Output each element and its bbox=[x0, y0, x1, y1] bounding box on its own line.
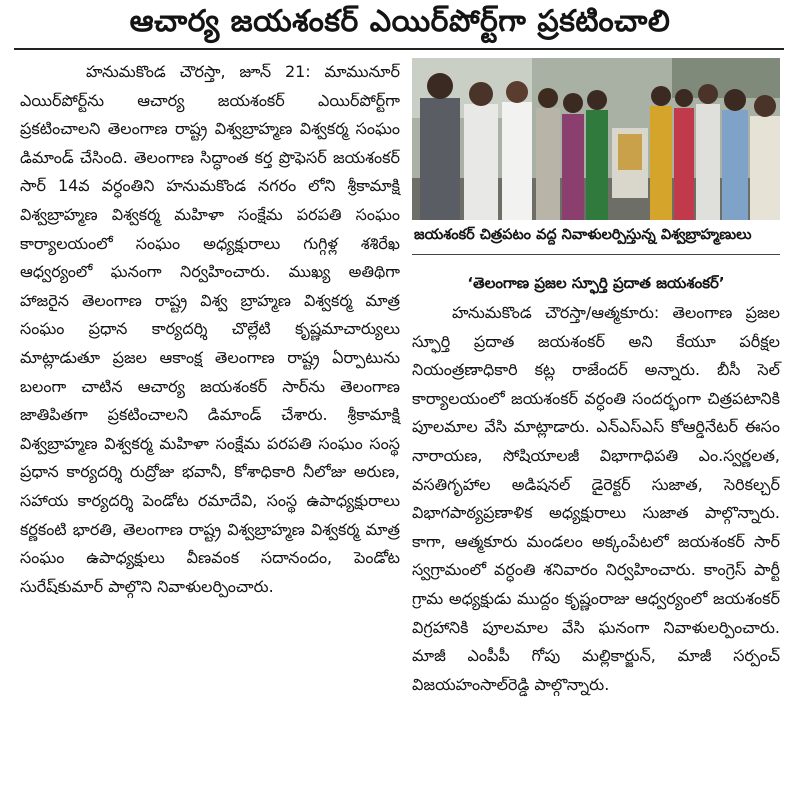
right-column bbox=[412, 58, 780, 699]
news-photo bbox=[412, 58, 780, 220]
headline-rule bbox=[14, 48, 784, 50]
sidebar-article-column bbox=[412, 299, 780, 699]
main-article-body: హనుమకొండ చౌరస్తా, జూన్ 21: మామునూర్ ఎయిర్‌పోర్ట్‌ను ఆచార్య జయశంకర్ ఎయిర్‌పోర్ట్‌గా ప్రకటించాలని తెలంగాణ రాష్ట్ర విశ్వబ్రాహ్మణ విశ్వకర్మ సంఘం డిమాండ్ చేసింది. తెలంగాణ సిద్ధాంత కర్త ప్రొఫెసర్ జయశంకర్ సార్ 14వ వర్ధంతిని హనుమకొండ నగరం లోని శ్రీకామాక్షి విశ్వబ్రాహ్మణ విశ్వకర్మ మహిళా సంక్షేమ పరపతి సంఘం కార్యాలయంలో సంఘం అధ్యక్షురాలు గుగ్గిళ్ల శశిరేఖ ఆధ్వర్యంలో ఘనంగా నిర్వహించారు. ముఖ్య అతిథిగా హాజరైన తెలంగాణ రాష్ట్ర విశ్వ బ్రాహ్మణ విశ్వకర్మ మాత్ర సంఘం ప్రధాన కార్యదర్శి చొల్లేటి కృష్ణమాచార్యులు మాట్లాడుతూ ప్రజల ఆకాంక్ష తెలంగాణ రాష్ట్ర ఏర్పాటును బలంగా చాటిన ఆచార్య జయశంకర్ సార్‌ను తెలంగాణ జాతిపితగా ప్రకటించాలని డిమాండ్ చేశారు. శ్రీకామాక్షి విశ్వబ్రాహ్మణ విశ్వకర్మ మహిళా సంక్షేమ పరపతి సంఘం సంస్థ ప్రధాన కార్యదర్శి రుద్రోజు భవానీ, కోశాధికారి నీలోజు అరుణ, సహాయ కార్యదర్శి పెండోట రమాదేవి, సంస్థ ఉపాధ్యక్షురాలు కర్ణకంటి భారతి, తెలంగాణ రాష్ట్ర విశ్వబ్రాహ్మణ విశ్వకర్మ మాత్ర సంఘం ఉపాధ్యక్షులు వీణవంక సదానందం, పెండోట సురేష్‌కుమార్ పాల్గొని నివాళులర్పించారు. bbox=[20, 62, 400, 596]
group-photo-illustration bbox=[412, 58, 780, 220]
sidebar-headline: ‘తెలంగాణ ప్రజల స్ఫూర్తి ప్రదాత జయశంకర్’ bbox=[467, 274, 725, 292]
caption-rule bbox=[412, 254, 780, 255]
sidebar-article-body: హనుమకొండ చౌరస్తా/ఆత్మకూరు: తెలంగాణ ప్రజల స్ఫూర్తి ప్రదాత జయశంకర్ అని కేయూ పరీక్షల నియంత్రణాధికారి కట్ల రాజేందర్ అన్నారు. బీసీ సెల్ కార్యాలయంలో జయశంకర్ వర్ధంతి సందర్భంగా చిత్రపటానికి పూలమాల వేసి మాట్లాడారు. ఎన్ఎస్ఎస్ కోఆర్డినేటర్ ఈసం నారాయణ, సోషియాలజీ విభాగాధిపతి ఎం.స్వర్ణలత, వసతిగృహాల అడిషనల్ డైరెక్టర్ సుజాత, సెరికల్చర్ విభాగపాఠ్యప్రణాళిక అధ్యక్షురాలు సుజాత పాల్గొన్నారు. కాగా, ఆత్మకూరు మండలం అక్కంపేటలో జయశంకర్ సార్ స్వగ్రామంలో వర్ధంతి శనివారం నిర్వహించారు. కాంగ్రెస్ పార్టీ గ్రామ అధ్యక్షుడు ముద్దం కృష్ణంరాజు ఆధ్వర్యంలో జయశంకర్ విగ్రహానికి పూలమాల వేసి ఘనంగా నివాళులర్పించారు. మాజీ ఎంపీపీ గోపు మల్లికార్జున్, మాజీ సర్పంచ్ విజయహంసాల్‌రెడ్డి పాల్గొన్నారు. bbox=[412, 303, 780, 694]
photo-caption: జయశంకర్ చిత్రపటం వద్ద నివాళులర్పిస్తున్న విశ్వబ్రాహ్మణులు bbox=[414, 227, 752, 243]
headline: ఆచార్య జయశంకర్ ఎయిర్‌పోర్ట్‌గా ప్రకటించాలి bbox=[129, 4, 671, 39]
main-article-column bbox=[20, 58, 400, 601]
